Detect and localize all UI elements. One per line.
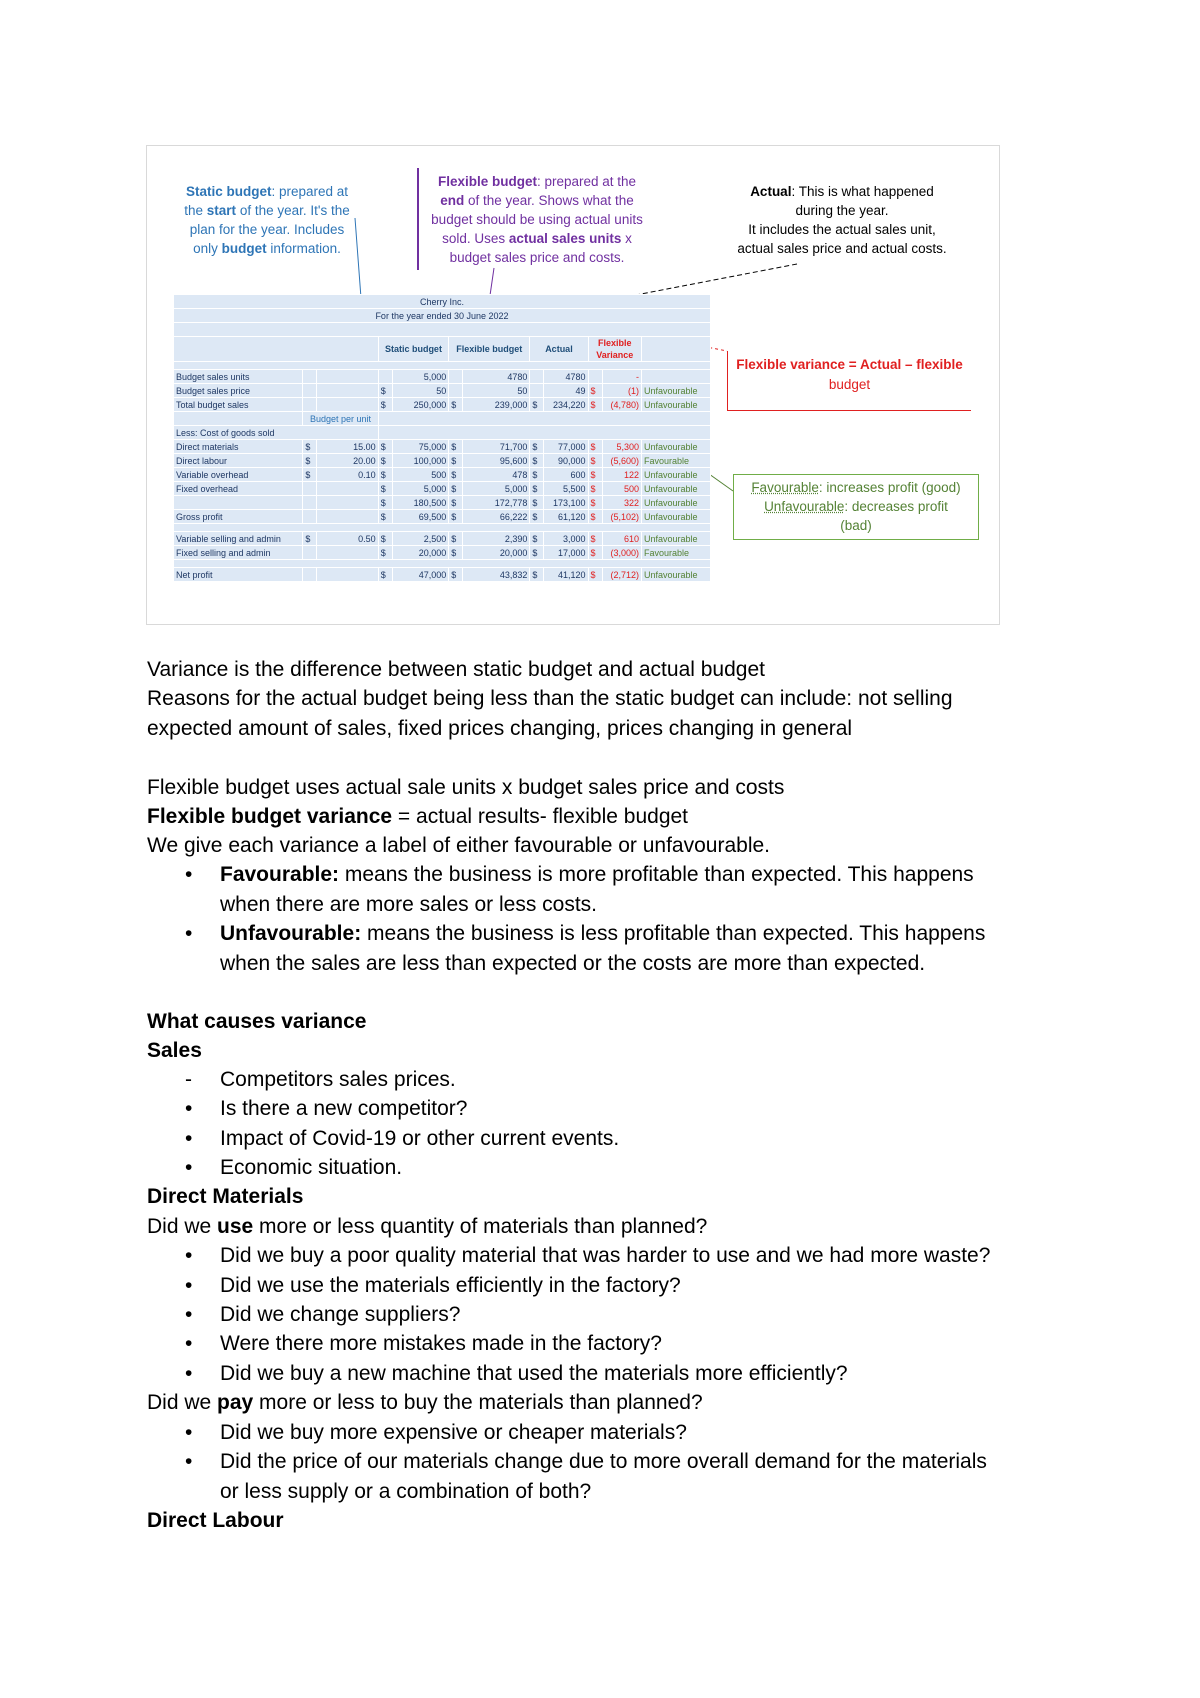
currency-symbol: $ (303, 440, 317, 454)
currency-symbol: $ (588, 454, 602, 468)
variance-value: 500 (602, 482, 641, 496)
currency-symbol: $ (449, 398, 463, 412)
heading-direct-materials: Direct Materials (147, 1185, 304, 1208)
table-row (174, 398, 711, 412)
currency-symbol: $ (588, 384, 602, 398)
static-budget-value: 69,500 (392, 510, 449, 524)
variance-status: Favourable (642, 454, 711, 468)
currency-symbol: $ (588, 468, 602, 482)
currency-symbol: $ (530, 510, 544, 524)
budget-per-unit-value (317, 384, 378, 398)
currency-symbol: $ (449, 454, 463, 468)
currency-symbol: $ (378, 454, 392, 468)
currency-symbol: $ (530, 398, 544, 412)
currency-symbol: $ (530, 532, 544, 546)
actual-value: 234,220 (544, 398, 588, 412)
currency-symbol (303, 496, 317, 510)
currency-symbol: $ (588, 398, 602, 412)
currency-symbol: $ (378, 468, 392, 482)
budget-per-unit-value (317, 496, 378, 510)
budget-per-unit-value (317, 370, 378, 384)
budget-per-unit-value (317, 482, 378, 496)
currency-symbol: $ (449, 510, 463, 524)
variance-value: (3,000) (602, 546, 641, 560)
paragraph-dm-pay: Did we pay more or less to buy the materials than planned? (147, 1391, 703, 1414)
currency-symbol: $ (530, 568, 544, 582)
currency-symbol (588, 370, 602, 384)
currency-symbol: $ (449, 532, 463, 546)
static-budget-value: 50 (392, 384, 449, 398)
variance-value: - (602, 370, 641, 384)
actual-value: 600 (544, 468, 588, 482)
report-period: For the year ended 30 June 2022 (174, 309, 711, 323)
variance-value: (5,600) (602, 454, 641, 468)
currency-symbol: $ (588, 496, 602, 510)
row-label: Direct labour (174, 454, 303, 468)
table-row (174, 468, 711, 482)
currency-symbol: $ (449, 546, 463, 560)
currency-symbol (303, 370, 317, 384)
flexible-budget-value: 95,600 (463, 454, 530, 468)
currency-symbol (530, 384, 544, 398)
actual-value: 77,000 (544, 440, 588, 454)
budget-per-unit-value (317, 546, 378, 560)
actual-value: 173,100 (544, 496, 588, 510)
paragraph-flexible-variance: Flexible budget variance = actual results- flexible budget (147, 805, 689, 828)
variance-status: Unfavourable (642, 468, 711, 482)
actual-value: 61,120 (544, 510, 588, 524)
row-label: Budget sales units (174, 370, 303, 384)
actual-value: 4780 (544, 370, 588, 384)
budget-per-unit-value: 0.50 (317, 532, 378, 546)
actual-value: 90,000 (544, 454, 588, 468)
flexible-budget-value: 5,000 (463, 482, 530, 496)
variance-status: Unfavourable (642, 532, 711, 546)
table-row (174, 546, 711, 560)
currency-symbol (303, 398, 317, 412)
actual-annotation: Actual: This is what happened during the year. It includes the actual sales unit, actual sales price and actual costs. (737, 184, 947, 256)
currency-symbol: $ (530, 482, 544, 496)
currency-symbol: $ (378, 496, 392, 510)
paragraph-variance-definition: Variance is the difference between static budget and actual budget (147, 658, 765, 681)
currency-symbol (303, 568, 317, 582)
budget-per-unit-value: 15.00 (317, 440, 378, 454)
variance-status: Unfavourable (642, 496, 711, 510)
static-budget-value: 100,000 (392, 454, 449, 468)
flexible-budget-value: 66,222 (463, 510, 530, 524)
table-row (174, 482, 711, 496)
variance-status: Unfavourable (642, 482, 711, 496)
currency-symbol: $ (588, 482, 602, 496)
variance-value: 5,300 (602, 440, 641, 454)
static-budget-value: 180,500 (392, 496, 449, 510)
favourable-legend-box: Favourable: increases profit (good) Unfavourable: decreases profit (bad) (733, 474, 979, 540)
currency-symbol: $ (449, 440, 463, 454)
static-budget-value: 5,000 (392, 482, 449, 496)
variance-status: Unfavourable (642, 398, 711, 412)
variance-value: 122 (602, 468, 641, 482)
currency-symbol (303, 510, 317, 524)
table-row (174, 370, 711, 384)
currency-symbol (303, 384, 317, 398)
heading-sales: Sales (147, 1039, 202, 1062)
currency-symbol: $ (530, 496, 544, 510)
static-budget-value: 47,000 (392, 568, 449, 582)
variance-value: (4,780) (602, 398, 641, 412)
row-label: Direct materials (174, 440, 303, 454)
variance-status: Unfavourable (642, 440, 711, 454)
currency-symbol: $ (378, 482, 392, 496)
paragraph-labels: We give each variance a label of either favourable or unfavourable. (147, 834, 770, 857)
table-row (174, 532, 711, 546)
currency-symbol: $ (378, 398, 392, 412)
budget-per-unit-value: 0.10 (317, 468, 378, 482)
row-label: Gross profit (174, 510, 303, 524)
variance-status (642, 370, 711, 384)
row-label: Fixed overhead (174, 482, 303, 496)
header-row: Static budget Flexible budget Actual Flexible Variance (174, 337, 711, 362)
static-budget-value: 500 (392, 468, 449, 482)
variance-value: (2,712) (602, 568, 641, 582)
budget-per-unit-value (317, 510, 378, 524)
actual-value: 3,000 (544, 532, 588, 546)
currency-symbol: $ (378, 546, 392, 560)
row-label: Total budget sales (174, 398, 303, 412)
currency-symbol: $ (303, 532, 317, 546)
flexible-budget-value: 4780 (463, 370, 530, 384)
variance-status: Unfavourable (642, 510, 711, 524)
actual-value: 49 (544, 384, 588, 398)
actual-value: 41,120 (544, 568, 588, 582)
budget-per-unit-value (317, 398, 378, 412)
currency-symbol: $ (303, 454, 317, 468)
static-budget-value: 20,000 (392, 546, 449, 560)
flexible-budget-value: 71,700 (463, 440, 530, 454)
company-name: Cherry Inc. (174, 295, 711, 309)
flexible-budget-value: 43,832 (463, 568, 530, 582)
currency-symbol: $ (588, 440, 602, 454)
currency-symbol: $ (378, 510, 392, 524)
row-label: Variable overhead (174, 468, 303, 482)
flexible-budget-value: 172,778 (463, 496, 530, 510)
row-label: Net profit (174, 568, 303, 582)
currency-symbol: $ (449, 482, 463, 496)
variance-status: Unfavourable (642, 384, 711, 398)
currency-symbol: $ (303, 468, 317, 482)
actual-value: 5,500 (544, 482, 588, 496)
currency-symbol: $ (588, 532, 602, 546)
flexible-budget-value: 20,000 (463, 546, 530, 560)
static-budget-value: 2,500 (392, 532, 449, 546)
static-budget-value: 250,000 (392, 398, 449, 412)
flexible-budget-value: 478 (463, 468, 530, 482)
row-label: Fixed selling and admin (174, 546, 303, 560)
table-row (174, 510, 711, 524)
currency-symbol: $ (588, 568, 602, 582)
budget-per-unit-value (317, 568, 378, 582)
currency-symbol: $ (378, 384, 392, 398)
performance-report-table: Cherry Inc. For the year ended 30 June 2022 Static budget Flexible budget Actual Flexible Variance Budget sales units 5,000 4780 4780 - Budget sales price $ 50 50 49 $ (1) Unfavourable Total budget sales $ 250,000 $ 239,000 $ 234,220 $ (4,780) Unfavourable Budget per unit Less: Cost of goods sold Direct materials $ 15.00 $ 75,000 $ 71,700 $ 77,000 $ 5,300 Unfavourable Direct labour $ 20.00 $ 100,000 $ 95,600 $ 90,000 $ (5,600) Favourable Variable overhead $ 0.10 $ 500 $ 478 $ 600 $ 122 Unfavourable Fixed overhead $ 5,000 $ 5,000 $ 5,500 $ 500 Unfavourable $ 180,500 $ 172,778 $ 173,100 $ 322 Unfavourable Gross profit $ 69,500 $ 66,222 $ 61,120 $ (5,102) Unfavourable Variable selling and admin $ 0.50 $ 2,500 $ 2,390 $ 3,000 $ 610 Unfavourable Fixed selling and admin $ 20,000 $ 20,000 $ 17,000 $ (3,000) Favourable Net profit $ 47,000 $ 43,832 $ 41,120 $ (2,712) Unfavourable (173, 294, 711, 582)
static-budget-annotation: Static budget: prepared at the start of the year. It's the plan for the year. Includes only budget information. (184, 184, 350, 256)
variance-value: 322 (602, 496, 641, 510)
variance-value: (5,102) (602, 510, 641, 524)
currency-symbol: $ (449, 496, 463, 510)
currency-symbol (303, 546, 317, 560)
variance-status: Unfavourable (642, 568, 711, 582)
flexible-variance-box: Flexible variance = Actual – flexible budget (727, 351, 971, 411)
heading-what-causes-variance: What causes variance (147, 1010, 367, 1033)
budget-per-unit-value: 20.00 (317, 454, 378, 468)
static-budget-value: 75,000 (392, 440, 449, 454)
flexible-budget-value: 50 (463, 384, 530, 398)
row-label: Variable selling and admin (174, 532, 303, 546)
currency-symbol: $ (530, 468, 544, 482)
currency-symbol: $ (378, 568, 392, 582)
currency-symbol: $ (530, 440, 544, 454)
currency-symbol (378, 370, 392, 384)
row-label (174, 496, 303, 510)
table-row (174, 384, 711, 398)
variance-value: (1) (602, 384, 641, 398)
flexible-budget-annotation: Flexible budget: prepared at the end of the year. Shows what the budget should be using actual units sold. Uses actual sales units x budget sales price and costs. (431, 174, 643, 265)
flexible-budget-value: 2,390 (463, 532, 530, 546)
static-budget-value: 5,000 (392, 370, 449, 384)
paragraph-reasons: Reasons for the actual budget being less than the static budget can include: not selling expected amount of sales, fixed prices changing, prices changing in general (147, 687, 953, 740)
currency-symbol: $ (378, 440, 392, 454)
paragraph-dm-use: Did we use more or less quantity of materials than planned? (147, 1215, 708, 1238)
currency-symbol: $ (530, 454, 544, 468)
currency-symbol: $ (588, 546, 602, 560)
currency-symbol (449, 370, 463, 384)
variance-status: Favourable (642, 546, 711, 560)
actual-value: 17,000 (544, 546, 588, 560)
currency-symbol (530, 370, 544, 384)
variance-value: 610 (602, 532, 641, 546)
currency-symbol: $ (449, 568, 463, 582)
table-row (174, 440, 711, 454)
table-row (174, 454, 711, 468)
currency-symbol: $ (449, 468, 463, 482)
currency-symbol (303, 482, 317, 496)
table-row (174, 496, 711, 510)
row-label: Budget sales price (174, 384, 303, 398)
flexible-budget-value: 239,000 (463, 398, 530, 412)
paragraph-flexible-budget: Flexible budget uses actual sale units x budget sales price and costs (147, 776, 785, 799)
currency-symbol: $ (530, 546, 544, 560)
currency-symbol (449, 384, 463, 398)
variance-report-figure (146, 145, 1000, 625)
heading-direct-labour: Direct Labour (147, 1509, 284, 1532)
table-row (174, 568, 711, 582)
currency-symbol: $ (588, 510, 602, 524)
currency-symbol: $ (378, 532, 392, 546)
